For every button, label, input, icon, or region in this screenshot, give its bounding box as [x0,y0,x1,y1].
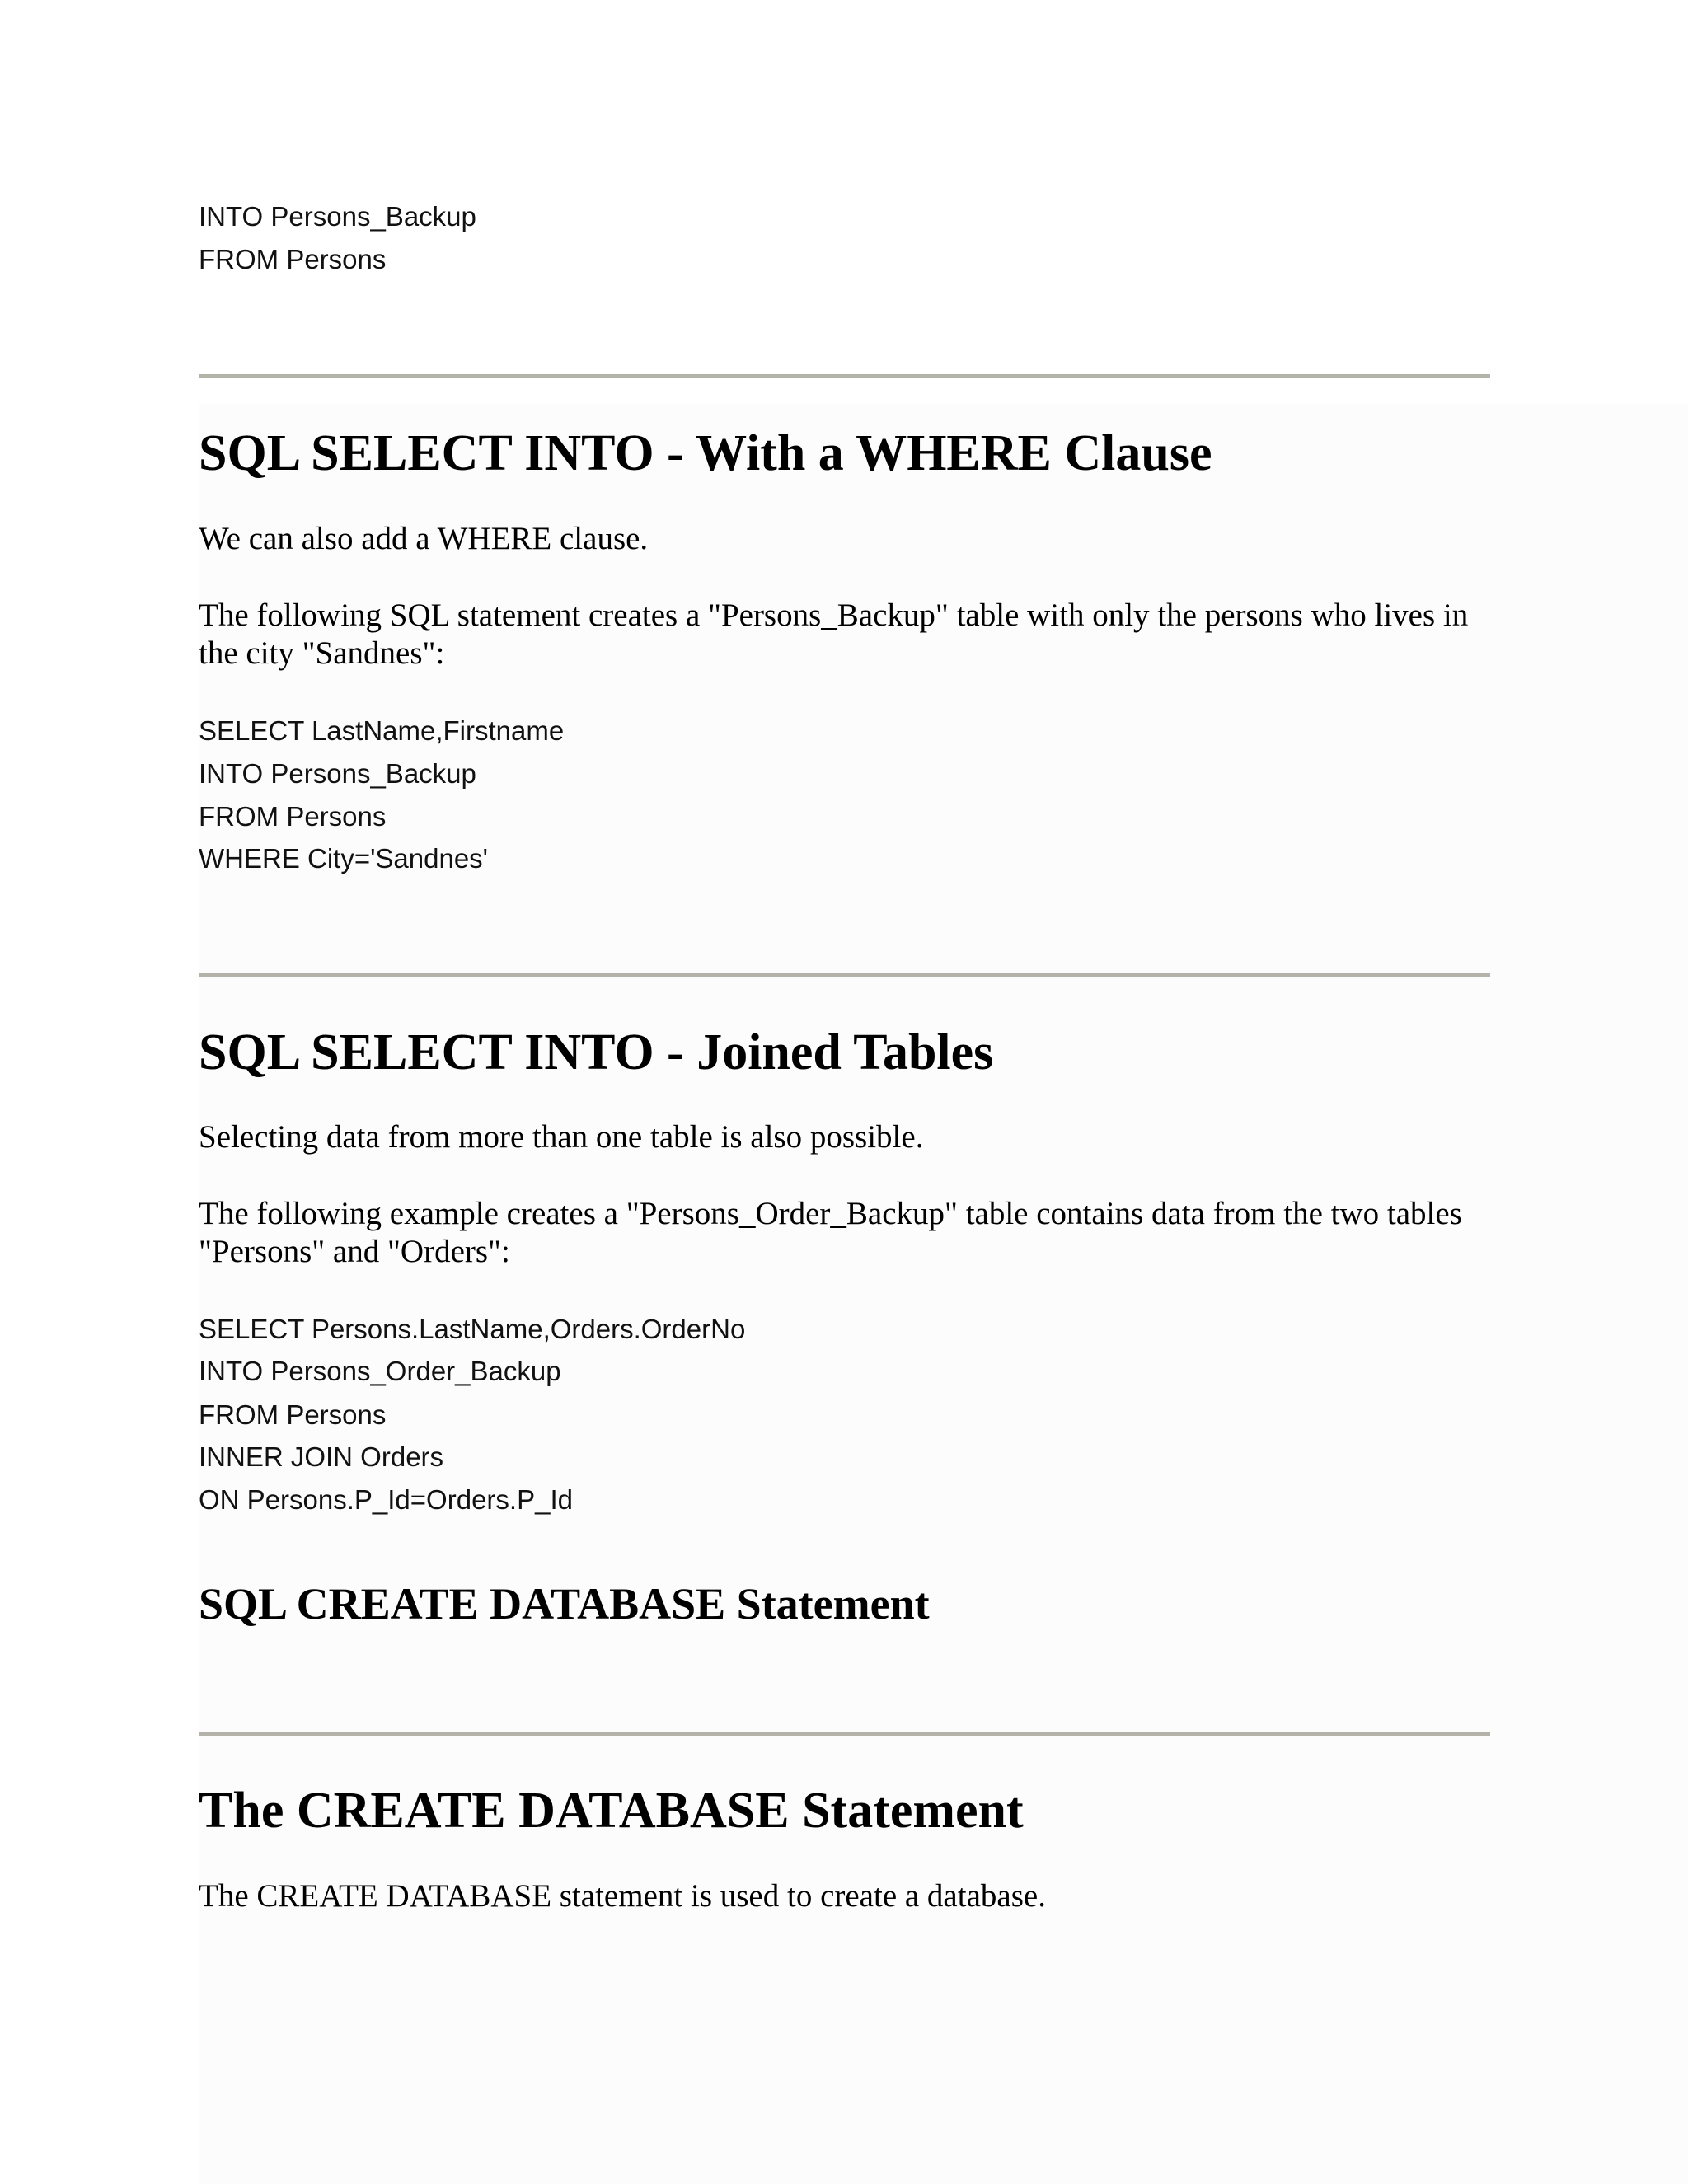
section-heading-create-database: The CREATE DATABASE Statement [199,1783,1024,1839]
code-line: SELECT Persons.LastName,Orders.OrderNo [199,1314,746,1344]
section-divider [199,374,1490,378]
code-line: INTO Persons_Backup [199,758,476,789]
section-intro-create-database: The CREATE DATABASE statement is used to create a database. [199,1878,1046,1914]
section-intro-joined: Selecting data from more than one table is also possible. [199,1119,924,1155]
code-line: INTO Persons_Backup [199,201,476,232]
code-line: WHERE City='Sandnes' [199,843,488,874]
code-line: INNER JOIN Orders [199,1441,444,1472]
section-title-create-database: SQL CREATE DATABASE Statement [199,1579,930,1629]
code-line: SELECT LastName,Firstname [199,715,565,746]
code-line: FROM Persons [199,1399,387,1430]
section-divider [199,973,1490,977]
code-line: INTO Persons_Order_Backup [199,1356,561,1386]
section-description-joined: The following example creates a "Persons_Order_Backup" table contains data from the two tables "Persons" and "Orders": [199,1196,1462,1269]
section-divider [199,1732,1490,1736]
section-description-where: The following SQL statement creates a "Persons_Backup" table with only the persons who lives in the city "Sandnes": [199,598,1469,671]
code-line: FROM Persons [199,244,387,274]
code-line: FROM Persons [199,801,387,832]
section-heading-where: SQL SELECT INTO - With a WHERE Clause [199,425,1212,481]
section-intro-where: We can also add a WHERE clause. [199,521,649,556]
section-heading-joined: SQL SELECT INTO - Joined Tables [199,1024,994,1080]
code-line: ON Persons.P_Id=Orders.P_Id [199,1484,573,1515]
